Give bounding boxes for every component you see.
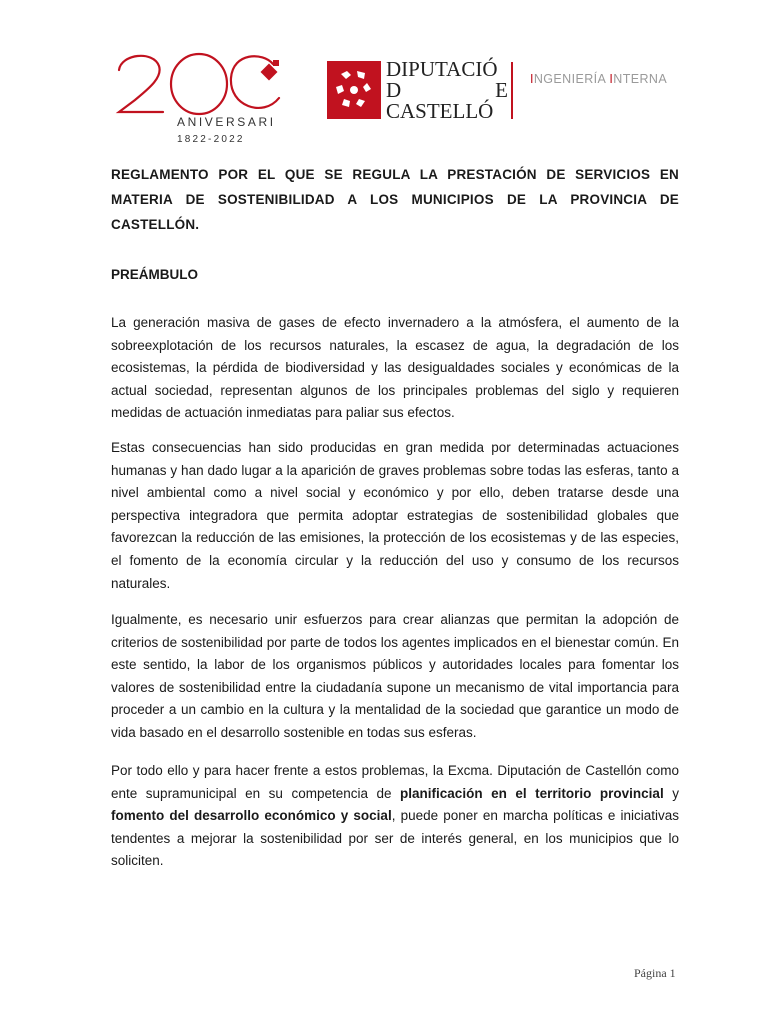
section-heading: PREÁMBULO (111, 267, 198, 282)
diputacio-emblem-icon (327, 61, 381, 119)
emblem-icon (261, 60, 279, 80)
wordmark-line2: D E (386, 78, 508, 102)
digit-zero-1 (171, 54, 227, 114)
document-title: REGLAMENTO POR EL QUE SE REGULA LA PRESTACIÓN DE SERVICIOS EN MATERIA DE SOSTENIBILIDAD A LOS MUNICIPIOS DE LA PROVINCIA DE CASTELLÓN. (111, 167, 679, 232)
diputacio-wordmark (386, 59, 511, 122)
header-divider (511, 62, 513, 119)
anniversary-logo (113, 48, 293, 154)
page-number: Página 1 (634, 966, 676, 980)
paragraph-1: La generación masiva de gases de efecto invernadero a la atmósfera, el aumento de la sobreexplotación de los recursos naturales, la escasez de agua, la degradación de los ecosistemas, la pérdida de biodiversidad y las desigualdades sociales y económicas de la actual sociedad, representan algunos de los principales problemas del siglo y requieren medidas de actuación inmediatas para paliar sus efectos. (111, 315, 679, 421)
wordmark-line1: DIPUTACIÓ (386, 57, 498, 81)
bold-phrase-development: fomento del desarrollo económico y social (111, 808, 392, 824)
bold-phrase-planning: planificación en el territorio provincial (400, 785, 664, 801)
diputacio-logo (327, 57, 513, 123)
anniversary-label: ANIVERSARI (177, 115, 276, 129)
anniversary-years: 1822-2022 (177, 134, 245, 145)
paragraph-4: Por todo ello y para hacer frente a estos problemas, la Excma. Diputación de Castellón como ente supramunicipal en su competencia de planificación en el territorio provincial y fomento del desarrollo económico y social, puede poner en marcha políticas e iniciativas tendentes a mejorar la sostenibilidad por ser de interés general, en los municipios que lo soliciten. (111, 763, 679, 869)
digit-zero-2 (231, 56, 279, 108)
department-label: INGENIERÍA INTERNA (530, 72, 668, 86)
wordmark-line3: CASTELLÓ (386, 99, 494, 123)
digit-two (119, 56, 163, 112)
paragraph-2: Estas consecuencias han sido producidas en gran medida por determinadas actuaciones humanas y han dado lugar a la aparición de graves problemas sobre todas las esferas, tanto a nivel ambiental como a nivel social y económico y por ello, deben tratarse desde una perspectiva integradora que permita adoptar estrategias de sostenibilidad globales que favorezcan la reducción de las emisiones, la protección de los ecosistemas y de las especies, el fomento de la economía circular y la reducción del uso y consumo de los recursos naturales. (111, 440, 679, 591)
anniversary-200-graphic (113, 48, 293, 118)
paragraph-3: Igualmente, es necesario unir esfuerzos para crear alianzas que permitan la adopción de criterios de sostenibilidad por parte de todos los agentes implicados en el bienestar común. En este sentido, la labor de los organismos públicos y autoridades locales para fomentar los valores de sostenibilidad entre la ciudadanía supone un mecanismo de vital importancia para proceder a un cambio en la cultura y la mentalidad de la sociedad que garantice un modo de vida basado en el desarrollo sostenible en todas sus esferas. (111, 612, 679, 740)
